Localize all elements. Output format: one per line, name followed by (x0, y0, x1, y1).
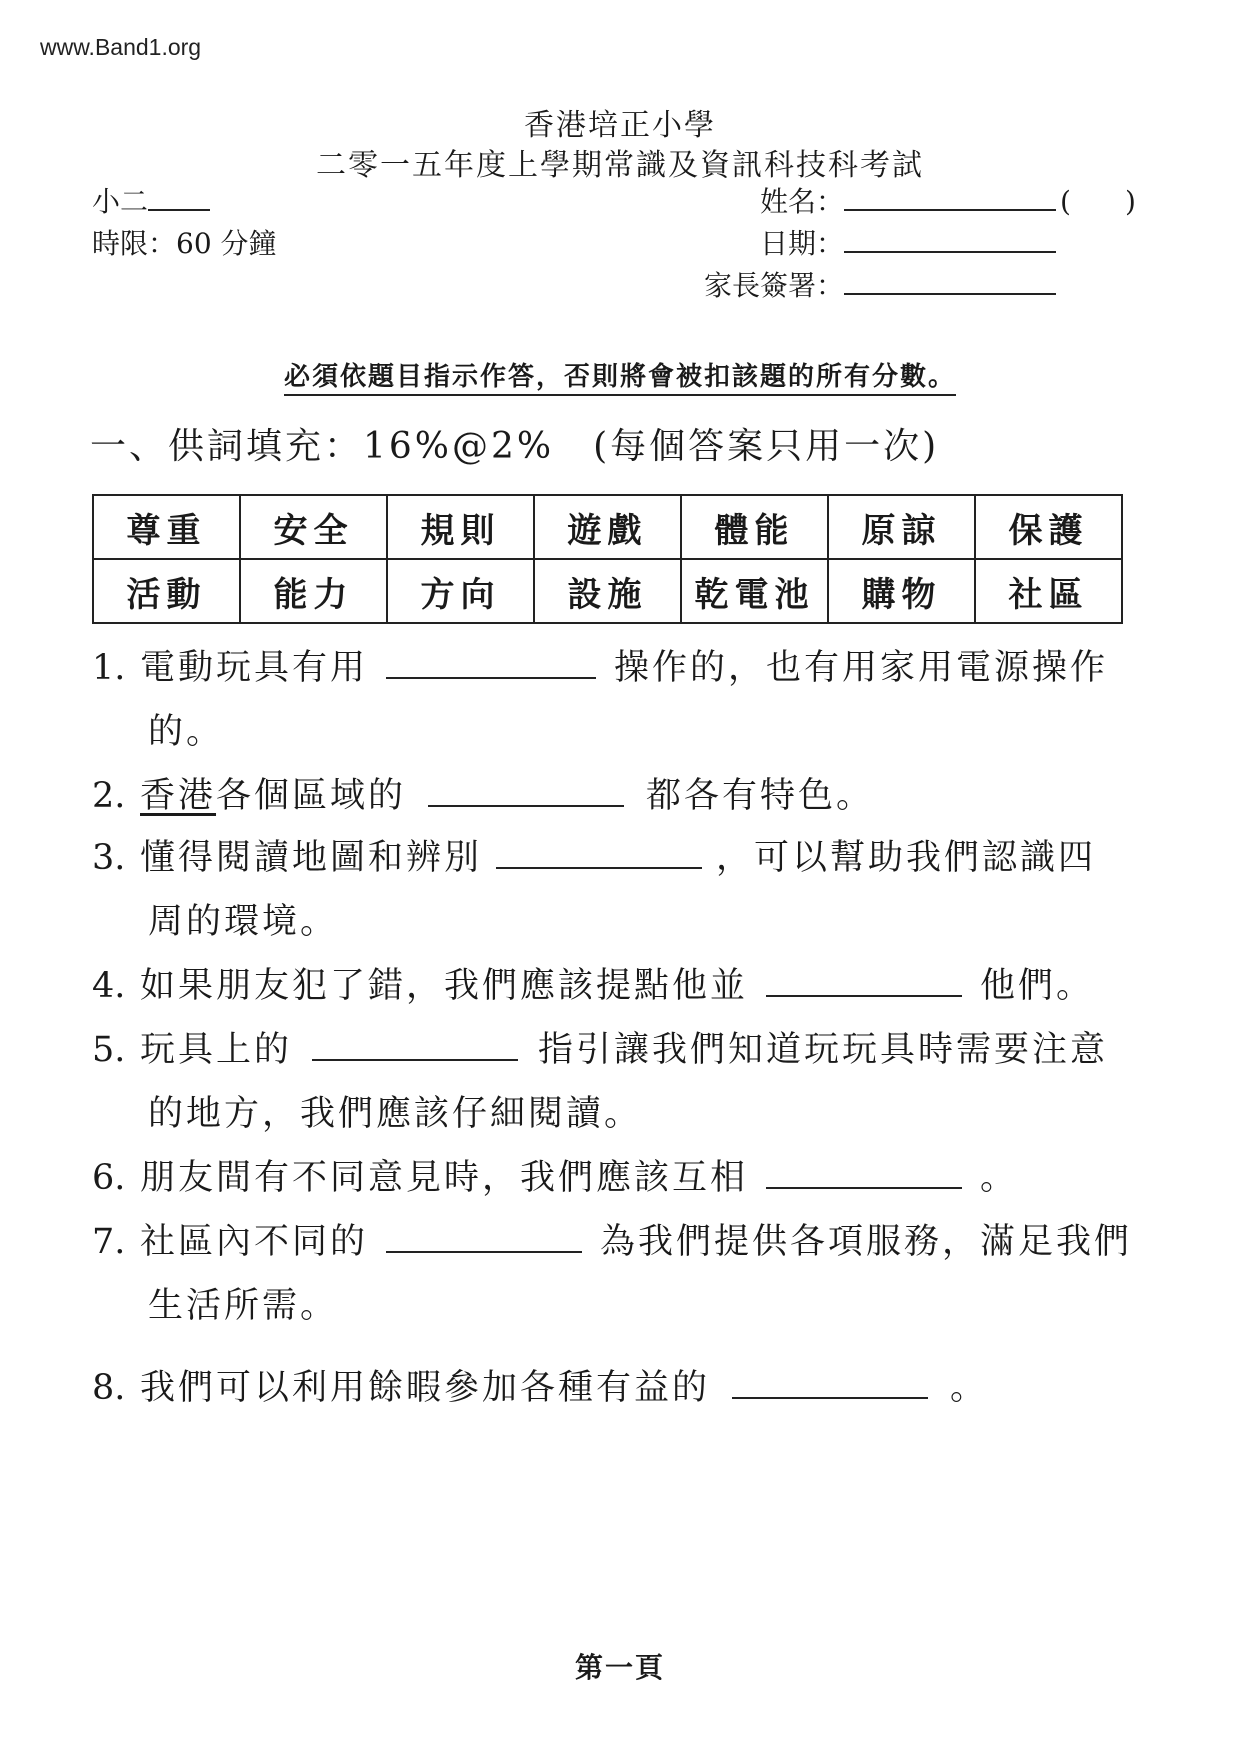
answer-blank[interactable] (496, 837, 702, 869)
question-text: 。 (950, 1368, 989, 1408)
parent-sign-blank[interactable] (844, 269, 1056, 295)
word-bank-row (93, 559, 1122, 623)
answer-blank[interactable] (312, 1029, 518, 1061)
question-text: 他們。 (980, 966, 1095, 1006)
question-text: 操作的，也有用家用電源操作 (614, 648, 1109, 688)
word-bank-cell: 活動 (93, 559, 240, 623)
name-blank[interactable] (844, 185, 1056, 211)
question-number: 4. (92, 966, 126, 1006)
question-number: 7. (92, 1222, 126, 1262)
proper-noun-underlined: 香港 (140, 776, 217, 816)
word-bank-cell: 尊重 (93, 495, 240, 559)
date-label: 日期： (760, 227, 845, 260)
school-name: 香港培正小學 (524, 108, 716, 143)
question-number: 8. (92, 1368, 126, 1408)
paren-close: ) (1124, 185, 1136, 218)
word-bank-cell: 保護 (975, 495, 1122, 559)
answer-blank[interactable] (732, 1367, 928, 1399)
page-footer: 第一頁 (574, 1651, 665, 1684)
word-bank-cell: 設施 (534, 559, 681, 623)
name-field (760, 180, 1136, 220)
word-bank-cell: 原諒 (828, 495, 975, 559)
date-field (760, 222, 1056, 262)
question-1-continuation: 的。 (148, 712, 225, 752)
question-4 (92, 958, 1094, 1008)
question-number: 6. (92, 1158, 126, 1198)
word-bank-cell: 能力 (240, 559, 387, 623)
question-number: 5. (92, 1030, 126, 1070)
parent-sign-label: 家長簽署： (704, 269, 845, 302)
instruction-text: 必須依題目指示作答，否則將會被扣該題的所有分數。 (284, 362, 956, 396)
question-6 (92, 1150, 1018, 1200)
question-2 (92, 768, 874, 818)
question-8 (92, 1360, 988, 1410)
word-bank-row (93, 495, 1122, 559)
section-title: 一、供詞填充：16%@2% (每個答案只用一次) (90, 426, 940, 467)
question-text: 電動玩具有用 (140, 648, 369, 688)
question-text: 如果朋友犯了錯，我們應該提點他並 (140, 966, 749, 1006)
question-1 (92, 640, 1108, 690)
exam-title: 二零一五年度上學期常識及資訊科技科考試 (316, 148, 924, 183)
word-bank-cell: 乾電池 (681, 559, 828, 623)
question-7 (92, 1214, 1132, 1264)
time-limit: 時限：60 分鐘 (92, 227, 277, 260)
name-label: 姓名： (760, 185, 845, 218)
question-text: 玩具上的 (140, 1030, 293, 1070)
question-text: 社區內不同的 (140, 1222, 369, 1262)
date-blank[interactable] (844, 227, 1056, 253)
question-text: 懂得閱讀地圖和辨別 (140, 838, 483, 878)
word-bank-cell: 方向 (387, 559, 534, 623)
answer-blank[interactable] (766, 1157, 962, 1189)
question-5-continuation: 的地方，我們應該仔細閱讀。 (148, 1094, 643, 1134)
word-bank-cell: 體能 (681, 495, 828, 559)
answer-blank[interactable] (766, 965, 962, 997)
watermark-text: www.Band1.org (40, 34, 202, 60)
question-text: 各個區域的 (216, 776, 407, 816)
class-field (92, 180, 210, 220)
instruction (0, 356, 1240, 393)
answer-blank[interactable] (386, 1221, 582, 1253)
answer-blank[interactable] (386, 647, 596, 679)
question-number: 3. (92, 838, 126, 878)
question-text: 。 (980, 1158, 1019, 1198)
word-bank-table (92, 494, 1123, 624)
question-number: 1. (92, 648, 126, 688)
class-blank[interactable] (148, 185, 210, 211)
question-3-continuation: 周的環境。 (148, 902, 339, 942)
word-bank-cell: 遊戲 (534, 495, 681, 559)
word-bank-cell: 安全 (240, 495, 387, 559)
question-number: 2. (92, 776, 126, 816)
answer-blank[interactable] (428, 775, 624, 807)
question-7-continuation: 生活所需。 (148, 1286, 339, 1326)
question-3 (92, 830, 1096, 880)
question-text: ，可以幫助我們認識四 (716, 838, 1097, 878)
paren-open: ( (1060, 185, 1071, 218)
word-bank-cell: 社區 (975, 559, 1122, 623)
question-text: 指引讓我們知道玩玩具時需要注意 (538, 1030, 1109, 1070)
question-text: 我們可以利用餘暇參加各種有益的 (140, 1368, 711, 1408)
class-label: 小二 (92, 185, 149, 218)
word-bank-cell: 購物 (828, 559, 975, 623)
question-text: 都各有特色。 (646, 776, 875, 816)
question-text: 朋友間有不同意見時，我們應該互相 (140, 1158, 749, 1198)
word-bank-cell: 規則 (387, 495, 534, 559)
question-5 (92, 1022, 1108, 1072)
question-text: 為我們提供各項服務，滿足我們 (600, 1222, 1133, 1262)
parent-sign-field (704, 264, 1056, 304)
